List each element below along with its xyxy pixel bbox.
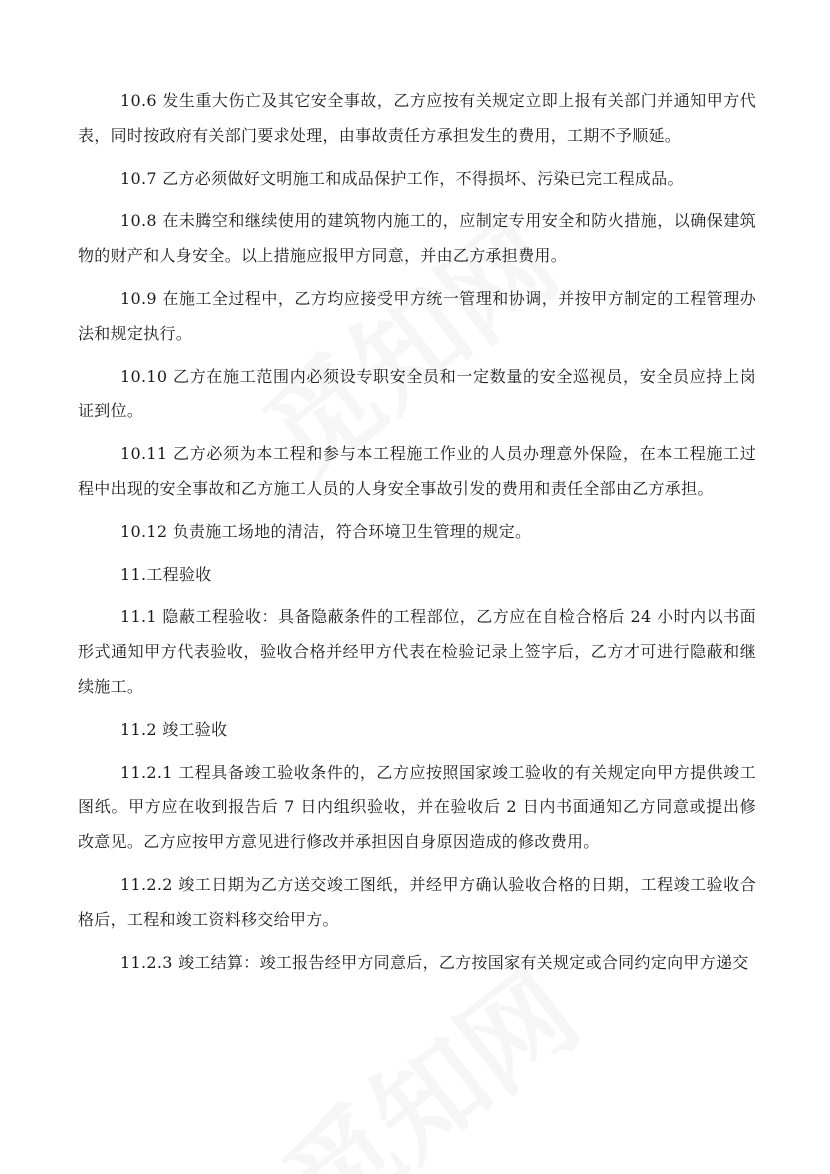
paragraph-10-10: 10.10 乙方在施工范围内必须设专职安全员和一定数量的安全巡视员，安全员应持上岗证到位。	[78, 366, 756, 421]
section-heading-11-2: 11.2 竣工验收	[120, 719, 228, 739]
paragraph-10-7: 10.7 乙方必须做好文明施工和成品保护工作，不得损坏、污染已完工程成品。	[120, 168, 684, 188]
document-body	[78, 84, 756, 988]
paragraph-10-12: 10.12 负责施工场地的清洁，符合环境卫生管理的规定。	[120, 521, 532, 541]
paragraph-10-8: 10.8 在未腾空和继续使用的建筑物内施工的，应制定专用安全和防火措施，以确保建筑物的财产和人身安全。以上措施应报甲方同意，并由乙方承担费用。	[78, 211, 756, 266]
paragraph-11-2-2: 11.2.2 竣工日期为乙方送交竣工图纸，并经甲方确认验收合格的日期，工程竣工验收合格后，工程和竣工资料移交给甲方。	[78, 874, 756, 929]
paragraph-10-6: 10.6 发生重大伤亡及其它安全事故，乙方应按有关规定立即上报有关部门并通知甲方代表，同时按政府有关部门要求处理，由事故责任方承担发生的费用，工期不予顺延。	[78, 91, 756, 145]
paragraph-11-2-3: 11.2.3 竣工结算：竣工报告经甲方同意后，乙方按国家有关规定或合同约定向甲方递交	[120, 952, 749, 972]
paragraph-11-2-1: 11.2.1 工程具备竣工验收条件的，乙方应按照国家竣工验收的有关规定向甲方提供竣工图纸。甲方应在收到报告后 7 日内组织验收，并在验收后 2 日内书面通知乙方同意或提出修改意见。乙方应按甲方意见进行修改并承担因自身原因造成的修改费用。	[78, 762, 756, 852]
paragraph-11-1: 11.1 隐蔽工程验收：具备隐蔽条件的工程部位，乙方应在自检合格后 24 小时内以书面形式通知甲方代表验收，验收合格并经甲方代表在检验记录上签字后，乙方才可进行隐蔽和继续施工。	[78, 607, 756, 696]
section-heading-11: 11.工程验收	[120, 564, 212, 584]
paragraph-10-11: 10.11 乙方必须为本工程和参与本工程施工作业的人员办理意外保险，在本工程施工过程中出现的安全事故和乙方施工人员的人身安全事故引发的费用和责任全部由乙方承担。	[78, 444, 756, 498]
watermark-bottom	[268, 998, 633, 1174]
paragraph-10-9: 10.9 在施工全过程中，乙方均应接受甲方统一管理和协调，并按甲方制定的工程管理办法和规定执行。	[78, 288, 756, 343]
